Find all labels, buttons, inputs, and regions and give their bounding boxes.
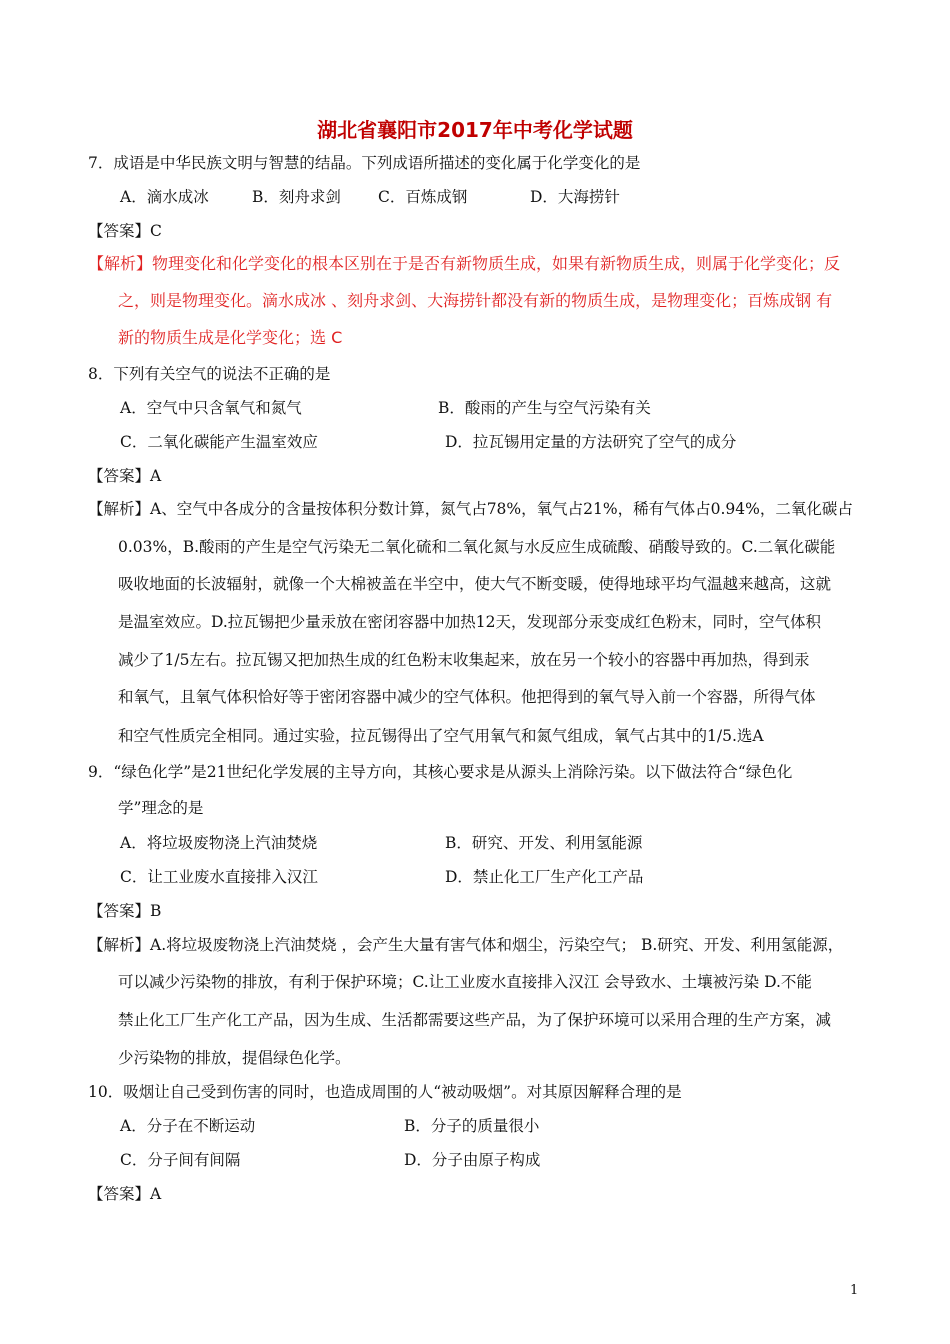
q7-option-a: A．滴水成冰	[120, 188, 209, 206]
q9-option-c: C．让工业废水直接排入汉江	[120, 868, 318, 886]
q8-analysis-line: 和空气性质完全相同。通过实验，拉瓦锡得出了空气用氧气和氮气组成，氧气占其中的1/5.选A	[118, 727, 764, 745]
q8-analysis-line: 减少了1/5左右。拉瓦锡又把加热生成的红色粉末收集起来，放在另一个较小的容器中再加热，得到汞	[118, 651, 810, 669]
q10-answer: 【答案】A	[88, 1185, 162, 1203]
q7-option-c: C．百炼成钢	[378, 188, 468, 206]
q8-analysis-line: 是温室效应。D.拉瓦锡把少量汞放在密闭容器中加热12天，发现部分汞变成红色粉末，同时，空气体积	[118, 613, 822, 631]
q8-analysis-line: 0.03%，B.酸雨的产生是空气污染无二氧化硫和二氧化氮与水反应生成硫酸、硝酸导致的。C.二氧化碳能	[118, 538, 836, 556]
q8-option-c: C．二氧化碳能产生温室效应	[120, 433, 318, 451]
page-title: 湖北省襄阳市2017年中考化学试题	[317, 118, 633, 142]
q10-stem: 10．吸烟让自己受到伤害的同时，也造成周围的人“被动吸烟”。对其原因解释合理的是	[88, 1083, 682, 1101]
q8-analysis-line: 吸收地面的长波辐射，就像一个大棉被盖在半空中，使大气不断变暖，使得地球平均气温越来越高，这就	[118, 575, 832, 593]
q7-analysis-line: 新的物质生成是化学变化；选 C	[118, 328, 343, 347]
q9-option-b: B．研究、开发、利用氢能源	[445, 834, 643, 852]
q9-analysis-line: 【解析】A.将垃圾废物浇上汽油焚烧 ，会产生大量有害气体和烟尘，污染空气； B.研究、开发、利用氢能源，	[88, 936, 844, 954]
q10-option-c: C．分子间有间隔	[120, 1151, 241, 1169]
q9-answer: 【答案】B	[88, 902, 162, 920]
q7-answer: 【答案】C	[88, 222, 162, 240]
q7-option-b: B．刻舟求剑	[252, 188, 341, 206]
q8-option-a: A．空气中只含氧气和氮气	[120, 399, 302, 417]
q10-option-a: A．分子在不断运动	[120, 1117, 256, 1135]
q8-option-d: D．拉瓦锡用定量的方法研究了空气的成分	[445, 433, 737, 451]
q10-option-b: B．分子的质量很小	[404, 1117, 540, 1135]
q8-stem: 8．下列有关空气的说法不正确的是	[88, 365, 331, 383]
q9-stem: 9．“绿色化学”是21世纪化学发展的主导方向，其核心要求是从源头上消除污染。以下做法符合“绿色化	[88, 763, 793, 781]
q9-option-a: A．将垃圾废物浇上汽油焚烧	[120, 834, 318, 852]
q9-analysis-line: 可以减少污染物的排放，有利于保护环境；C.让工业废水直接排入汉江 会导致水、土壤被污染 D.不能	[118, 973, 812, 991]
q8-analysis-line: 和氧气，且氧气体积恰好等于密闭容器中减少的空气体积。他把得到的氧气导入前一个容器，所得气体	[118, 688, 816, 706]
q8-analysis-line: 【解析】A、空气中各成分的含量按体积分数计算，氮气占78%，氧气占21%，稀有气体占0.94%，二氧化碳占	[88, 500, 853, 518]
q9-stem: 学”理念的是	[118, 799, 204, 817]
q7-stem: 7．成语是中华民族文明与智慧的结晶。下列成语所描述的变化属于化学变化的是	[88, 154, 641, 172]
q9-option-d: D．禁止化工厂生产化工产品	[445, 868, 644, 886]
q7-analysis-line: 【解析】物理变化和化学变化的根本区别在于是否有新物质生成，如果有新物质生成，则属于化学变化；反	[88, 254, 841, 273]
q9-analysis-line: 禁止化工厂生产化工产品，因为生成、生活都需要这些产品，为了保护环境可以采用合理的生产方案，减	[118, 1011, 832, 1029]
q8-option-b: B．酸雨的产生与空气污染有关	[438, 399, 651, 417]
q7-analysis-line: 之，则是物理变化。滴水成冰 、刻舟求剑、大海捞针都没有新的物质生成，是物理变化；百炼成钢 有	[118, 291, 833, 310]
q8-answer: 【答案】A	[88, 467, 162, 485]
q7-option-d: D．大海捞针	[530, 188, 620, 206]
q9-analysis-line: 少污染物的排放，提倡绿色化学。	[118, 1049, 351, 1067]
q10-option-d: D．分子由原子构成	[404, 1151, 541, 1169]
page-number: 1	[850, 1283, 859, 1298]
